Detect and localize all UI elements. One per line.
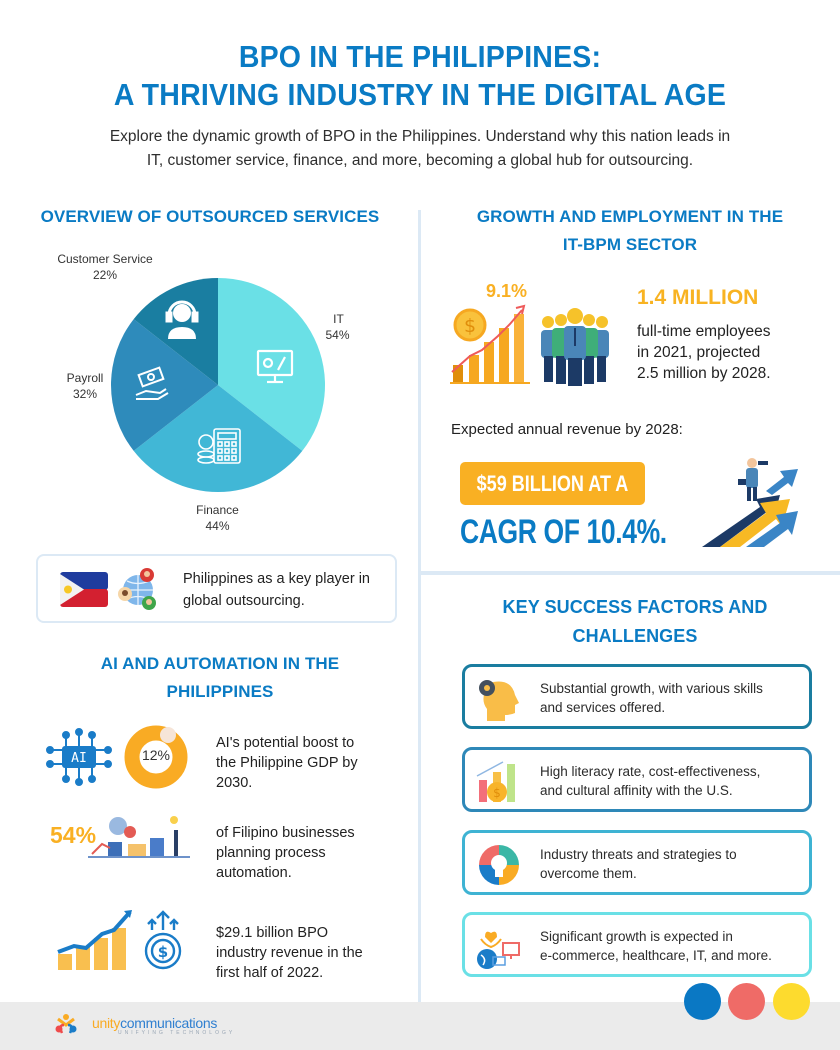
svg-text:AI: AI [71,751,87,766]
svg-text:$: $ [463,315,477,337]
factor-text [540,679,810,717]
gdp-boost-donut [124,725,188,789]
text-line: Significant growth is expected in [540,929,733,944]
callout-text: Philippines as a key player in global outsourcing. [183,571,370,609]
text-line: planning process [216,845,326,861]
title-line-2: A THRIVING INDUSTRY IN THE DIGITAL AGE [113,77,727,112]
section-divider [420,571,840,575]
gdp-boost-value: 12% [141,747,171,763]
growth-chart-icon [450,300,530,384]
label-name: Finance [196,503,239,517]
ai-chip-icon [46,728,112,786]
label-value: 22% [92,268,118,282]
unity-logo-icon [54,1013,78,1035]
ai-title-line-2: PHILIPPINES [166,682,274,701]
text-line: 2.5 million by 2028. [637,365,771,382]
label-value: 32% [72,387,98,401]
overview-title: OVERVIEW OF OUTSOURCED SERVICES [40,207,380,226]
philippines-flag-icon [60,572,110,608]
label-name: IT [333,312,344,326]
growth-title [440,203,820,259]
text-line: in 2021, projected [637,344,761,361]
ai-title [30,650,410,706]
text-line: Substantial growth, with various skills [540,681,763,696]
decor-dot-yellow [773,983,810,1020]
brand-wordmark [92,1015,217,1031]
growth-percent: 9.1% [486,281,528,301]
text-line: industry revenue in the [216,945,363,961]
ai-item-gdp-text [216,733,406,793]
text-line: the Philippine GDP by [216,755,358,771]
text-line: full-time employees [637,323,771,340]
ecommerce-health-icon [475,923,523,971]
factors-title [440,593,830,651]
revenue-badge-text: $59 BILLION AT A [476,471,629,496]
factor-text [540,762,810,800]
text-line: e-commerce, healthcare, IT, and more. [540,948,772,963]
svg-text:$: $ [157,943,169,961]
brand-part-2: communications [120,1015,218,1031]
text-line: AI's potential boost to [216,735,355,751]
key-player-callout [36,554,397,623]
factors-title-line-1: KEY SUCCESS FACTORS AND [502,597,768,617]
text-line: automation. [216,865,292,881]
businessman-arrows-icon [700,455,800,549]
growth-title-line-1: GROWTH AND EMPLOYMENT IN THE [476,207,784,226]
dollar-coin-arrows-icon [142,908,184,972]
brand-tagline: UNIFYING TECHNOLOGY [118,1030,236,1036]
employees-stat: 1.4 MILLION [637,286,759,309]
brand-part-1: unity [92,1015,121,1031]
page-title [34,38,807,114]
label-value: 44% [205,519,230,533]
factor-card-literacy [462,747,812,812]
headset-agent-icon [167,302,197,339]
text-line: High literacy rate, cost-effectiveness, [540,764,761,779]
revenue-label: Expected annual revenue by 2028: [451,421,683,438]
text-line: $29.1 billion BPO [216,925,329,941]
decor-dot-coral [728,983,765,1020]
text-line: of Filipino businesses [216,825,355,841]
revenue-growth-icon [56,908,136,972]
growth-title-line-2: IT-BPM SECTOR [562,235,698,254]
employees-text [637,321,827,384]
intro-paragraph [40,125,800,173]
text-line: and services offered. [540,700,666,715]
ai-title-line-1: AI AND AUTOMATION IN THE [100,654,340,673]
intro-line-1: Explore the dynamic growth of BPO in the Philippines. Understand why this nation leads in [109,128,731,145]
pie-label-finance [180,502,255,534]
column-divider [418,210,421,1002]
factor-card-threats [462,830,812,895]
head-gear-icon [475,675,523,723]
decor-dot-blue [684,983,721,1020]
global-network-icon [116,566,162,612]
cagr-text: CAGR OF 10.4%. [460,513,667,551]
automation-stat: 54% [50,822,97,848]
text-line: and cultural affinity with the U.S. [540,783,733,798]
factor-card-sectors [462,912,812,977]
ai-item-automation-text [216,823,406,883]
factors-title-line-2: CHALLENGES [572,626,698,646]
automation-factory-icon [88,814,190,858]
title-line-1: BPO IN THE PHILIPPINES: [238,39,602,74]
label-name: Customer Service [57,252,153,266]
services-pie-chart [108,275,328,495]
pie-label-it [310,311,365,343]
pie-label-customer-service [40,251,170,283]
revenue-cagr [460,510,725,554]
ai-item-revenue-text [216,923,406,983]
factor-text [540,927,810,965]
pie-label-payroll [55,370,115,402]
lightbulb-strategy-icon [475,841,523,889]
factor-card-growth [462,664,812,729]
employees-group-icon [540,306,610,386]
svg-text:$: $ [493,786,501,800]
text-line: overcome them. [540,866,637,881]
factor-text [540,845,810,883]
text-line: 2030. [216,775,253,791]
label-value: 54% [325,328,350,342]
text-line: first half of 2022. [216,965,324,981]
revenue-badge [460,462,645,505]
label-name: Payroll [66,371,104,385]
growth-coin-icon [475,758,523,806]
intro-line-2: IT, customer service, finance, and more, becoming a global hub for outsourcing. [146,152,694,169]
text-line: Industry threats and strategies to [540,847,737,862]
